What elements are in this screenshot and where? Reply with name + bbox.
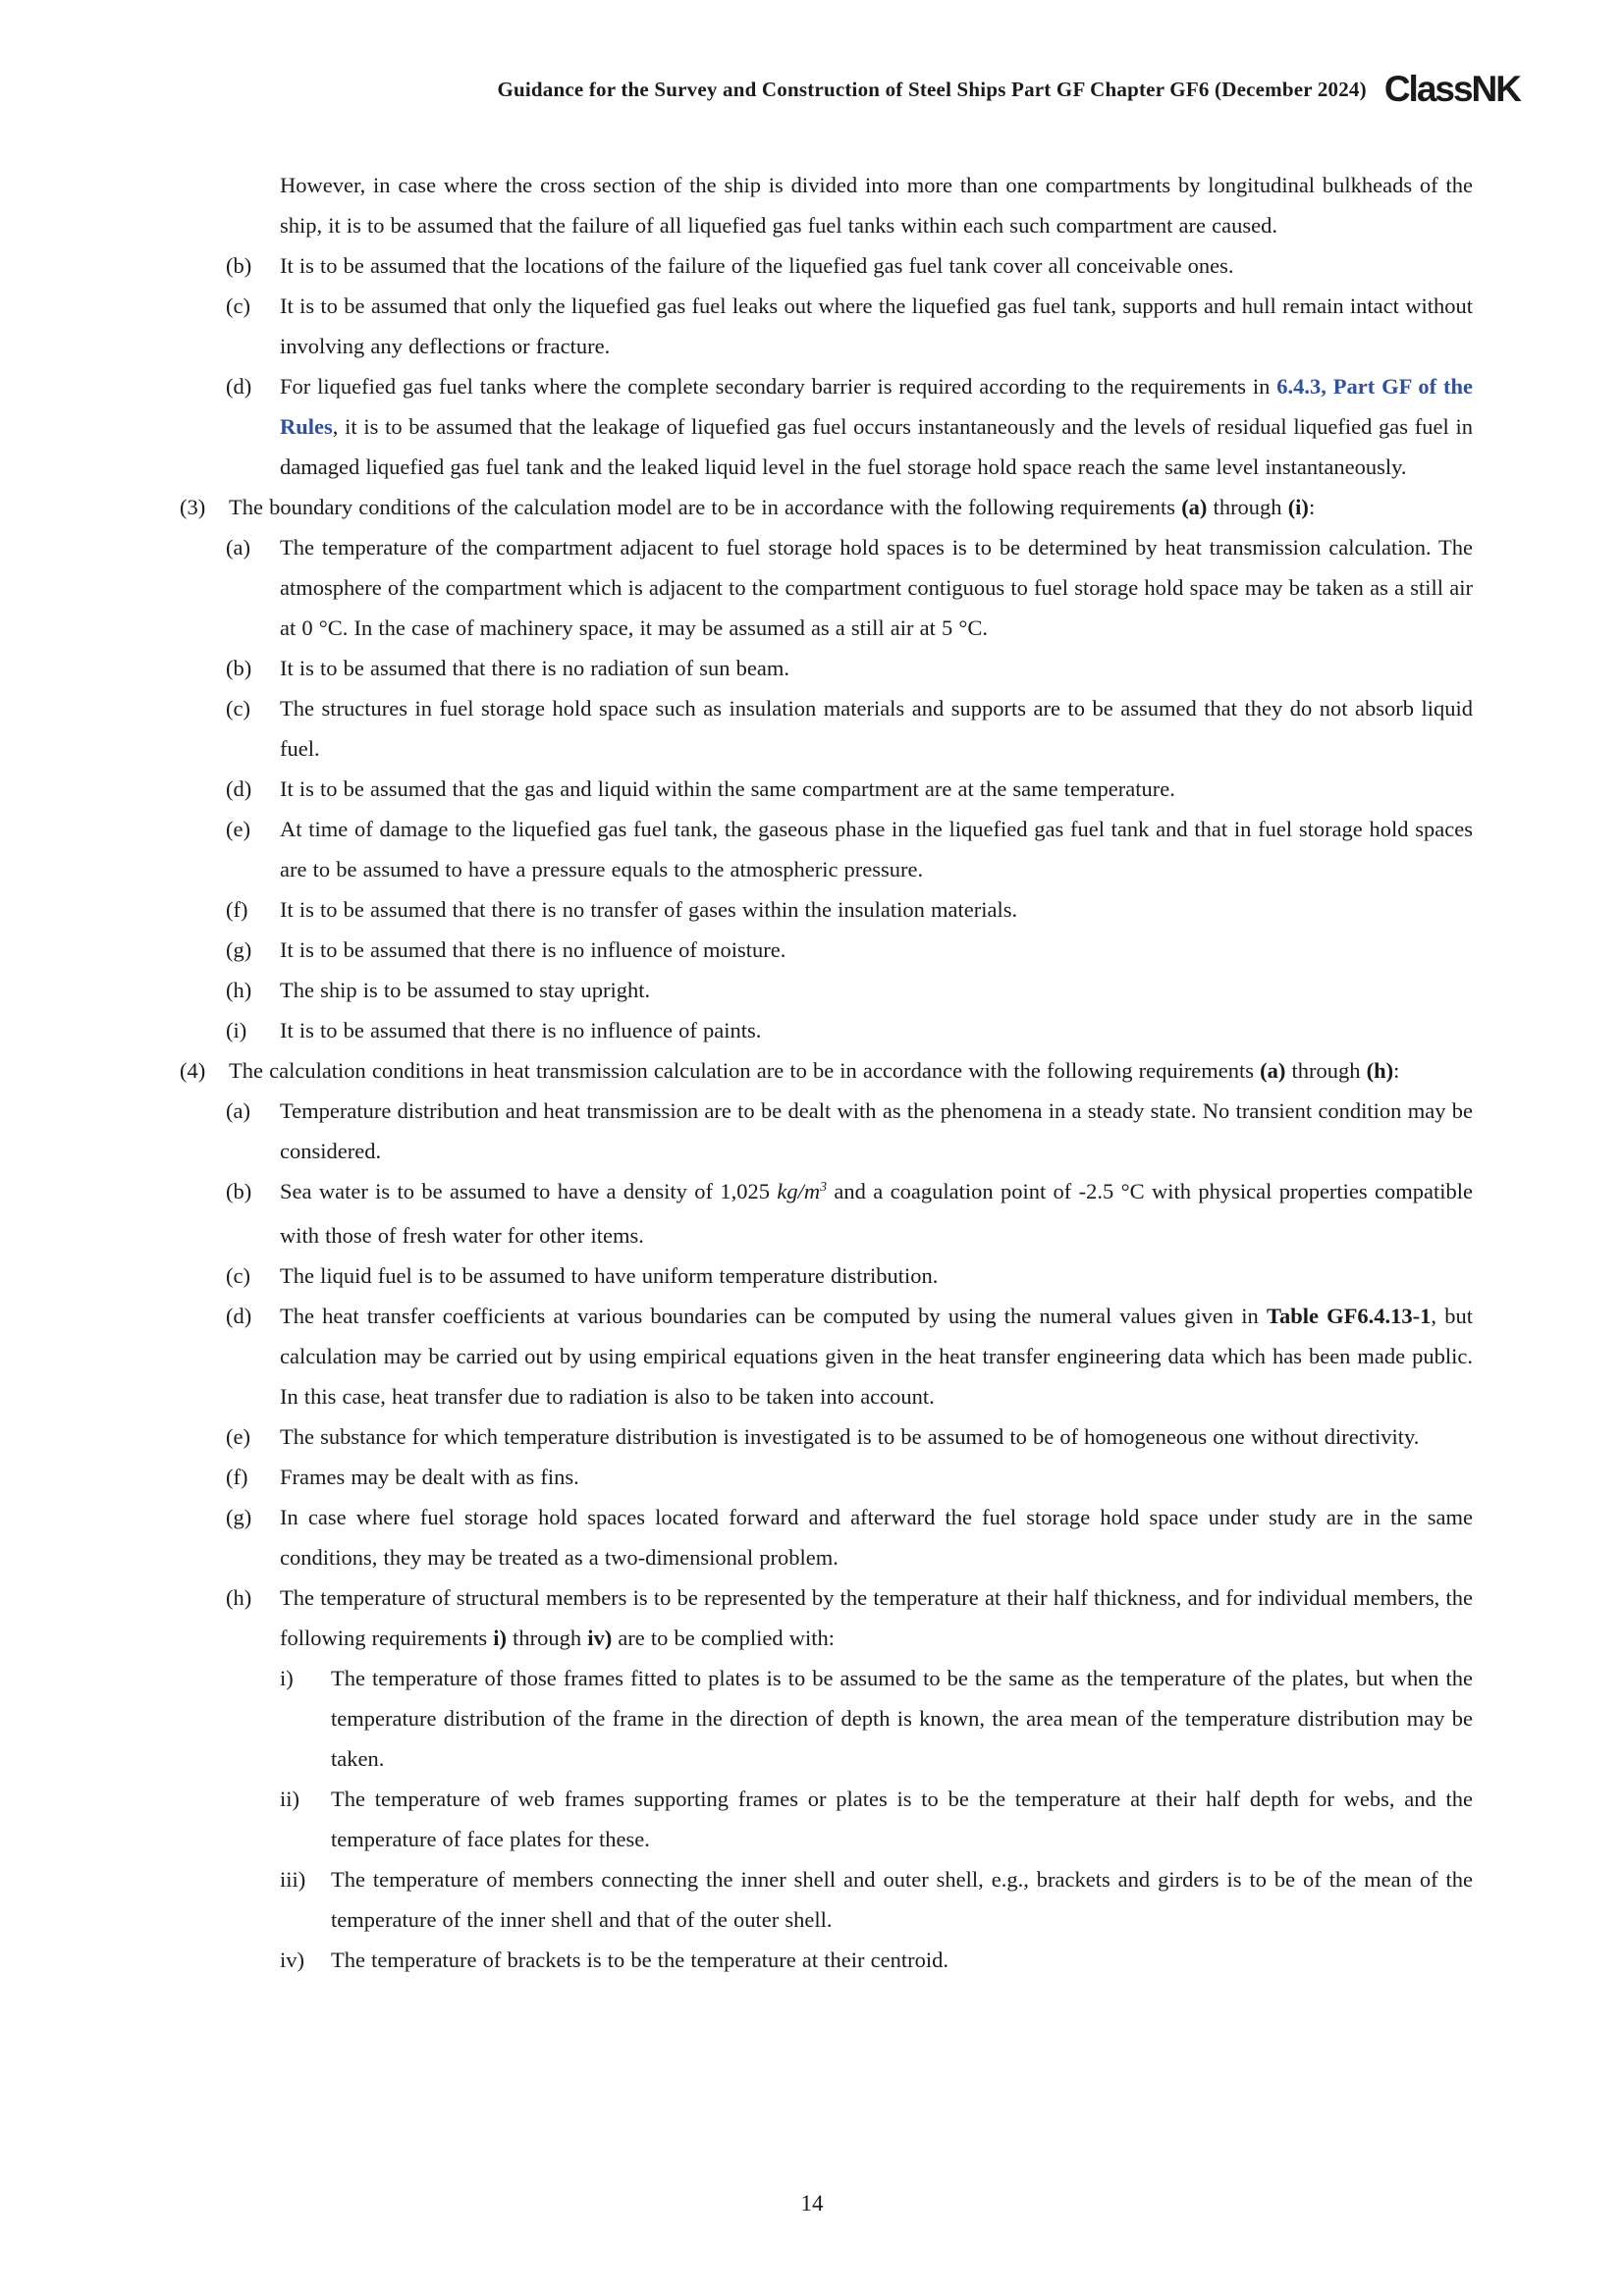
text-segment: The structures in fuel storage hold space such as insulation materials and supports are to be assumed that they do not absorb liquid fuel. (280, 696, 1473, 761)
text-segment: The substance for which temperature distribution is investigated is to be assumed to be of homogeneous one without directivity. (280, 1424, 1420, 1449)
list-item-marker: (c) (226, 294, 250, 318)
list-item-marker: (g) (226, 1505, 252, 1529)
list-item (280, 1859, 1473, 1940)
list-item-text (331, 1666, 1473, 1771)
list-item-text (280, 1585, 1473, 1650)
list-item-text (280, 1505, 1473, 1570)
list-item-marker: (b) (226, 253, 252, 278)
list-item (280, 1940, 1473, 1980)
page-header (497, 69, 1520, 110)
text-segment: The liquid fuel is to be assumed to have uniform temperature distribution. (280, 1263, 939, 1288)
text-segment: The heat transfer coefficients at various boundaries can be computed by using the numeral values given in (280, 1304, 1268, 1328)
list-item-marker: (f) (226, 897, 248, 922)
list-item (280, 165, 1473, 245)
text-segment: (a) (1181, 495, 1208, 519)
list-item-marker: (e) (226, 1424, 250, 1449)
text-segment: The temperature of structural members is to be represented by the temperature at their half thickness, and for individual members, the following requirements (280, 1585, 1473, 1650)
list-item-marker: (i) (226, 1018, 247, 1042)
list-item (226, 1296, 1473, 1416)
list-item-marker: (3) (180, 495, 206, 519)
list-item-text (331, 1867, 1473, 1932)
text-segment: The temperature of brackets is to be the temperature at their centroid. (331, 1948, 948, 1972)
document-body (0, 165, 1473, 1980)
list-item-marker: ii) (280, 1787, 299, 1811)
list-item (226, 286, 1473, 366)
page-number: 14 (800, 2191, 824, 2216)
list-item (226, 889, 1473, 930)
list-item-text (280, 1179, 1473, 1248)
list-item-marker: (b) (226, 1179, 252, 1203)
list-item-text (280, 776, 1175, 801)
list-item-text (280, 1465, 579, 1489)
text-segment: Temperature distribution and heat transmission are to be dealt with as the phenomena in a steady state. No transient condition may be considered. (280, 1098, 1473, 1163)
list-item (226, 688, 1473, 769)
list-item-text (280, 696, 1473, 761)
list-item-text (280, 1018, 761, 1042)
list-item (280, 1779, 1473, 1859)
list-item-marker: (e) (226, 817, 250, 841)
list-item-text (280, 937, 785, 962)
list-item-marker: (h) (226, 1585, 252, 1610)
list-item-marker: (c) (226, 696, 250, 721)
text-segment: Frames may be dealt with as fins. (280, 1465, 579, 1489)
text-segment: : (1308, 495, 1316, 519)
text-segment: At time of damage to the liquefied gas fuel tank, the gaseous phase in the liquefied gas fuel tank and that in fuel storage hold spaces are to be assumed to have a pressure equals to the atmospheric pressure. (280, 817, 1473, 881)
list-item-text (280, 1304, 1473, 1409)
list-item-text (280, 1263, 938, 1288)
text-segment: It is to be assumed that there is no influence of moisture. (280, 937, 786, 962)
text-segment: and a coagulation point of -2.5 °C with physical properties compatible with those of fresh water for other items. (280, 1179, 1473, 1248)
text-segment: , it is to be assumed that the leakage of liquefied gas fuel occurs instantaneously and the levels of residual liquefied gas fuel in damaged liquefied gas fuel tank and the leaked liquid level in the fuel storage hold space reach the same level instantaneously. (280, 414, 1473, 479)
list-item-marker: iii) (280, 1867, 306, 1892)
rules-cross-reference-link[interactable]: 6.4.3, Part GF of the Rules (280, 374, 1473, 439)
text-segment: are to be complied with: (612, 1626, 836, 1650)
list-item-text (280, 817, 1473, 881)
header-title: Guidance for the Survey and Construction of Steel Ships Part GF Chapter GF6 (December 2024) (497, 77, 1367, 101)
list-item (226, 1255, 1473, 1296)
text-segment: The boundary conditions of the calculation model are to be in accordance with the following requirements (229, 495, 1182, 519)
text-segment: It is to be assumed that the locations of the failure of the liquefied gas fuel tank cover all conceivable ones. (280, 253, 1234, 278)
list-item-marker: (d) (226, 1304, 252, 1328)
list-item (226, 1577, 1473, 1658)
text-segment: The temperature of members connecting the inner shell and outer shell, e.g., brackets and girders is to be of the mean of the temperature of the inner shell and that of the outer shell. (331, 1867, 1473, 1932)
list-item-marker: (a) (226, 1098, 250, 1123)
list-item-marker: (b) (226, 656, 252, 680)
text-segment: , but calculation may be carried out by using empirical equations given in the heat transfer engineering data which has been made public. In this case, heat transfer due to radiation is also to be taken into account. (280, 1304, 1473, 1409)
list-item (226, 527, 1473, 648)
list-item-marker: (h) (226, 978, 252, 1002)
list-item-marker: (g) (226, 937, 252, 962)
list-item (226, 1416, 1473, 1457)
list-item (226, 1171, 1473, 1255)
list-item (226, 930, 1473, 970)
list-item-marker: (c) (226, 1263, 250, 1288)
list-item (280, 1658, 1473, 1779)
list-item-marker: (d) (226, 776, 252, 801)
list-item (226, 366, 1473, 487)
list-item (226, 1457, 1473, 1497)
text-segment: (h) (1366, 1058, 1394, 1083)
list-item-text (280, 1098, 1473, 1163)
text-segment: It is to be assumed that there is no transfer of gases within the insulation materials. (280, 897, 1018, 922)
text-segment: through (1285, 1058, 1367, 1083)
list-item-text (280, 535, 1473, 640)
list-item (226, 1091, 1473, 1171)
text-segment: It is to be assumed that only the liquefied gas fuel leaks out where the liquefied gas fuel tank, supports and hull remain intact without involving any deflections or fracture. (280, 294, 1473, 358)
text-segment: However, in case where the cross section of the ship is divided into more than one compartments by longitudinal bulkheads of the ship, it is to be assumed that the failure of all liquefied gas fuel tanks within each such compartment are caused. (280, 173, 1473, 238)
text-segment: It is to be assumed that there is no radiation of sun beam. (280, 656, 790, 680)
text-segment: (i) (1287, 495, 1309, 519)
text-segment: kg/m (777, 1179, 821, 1203)
list-item-text (331, 1787, 1473, 1851)
text-segment: The calculation conditions in heat transmission calculation are to be in accordance with the following requirements (229, 1058, 1261, 1083)
text-segment: It is to be assumed that the gas and liquid within the same compartment are at the same temperature. (280, 776, 1175, 801)
text-segment: The temperature of the compartment adjacent to fuel storage hold spaces is to be determined by heat transmission calculation. The atmosphere of the compartment which is adjacent to the compartment contiguous to fuel storage hold space may be taken as a still air at 0 °C. In the case of machinery space, it may be assumed as a still air at 5 °C. (280, 535, 1473, 640)
list-item-text (229, 1058, 1399, 1083)
list-item-marker: (4) (180, 1058, 206, 1083)
classnk-logo: ClassNK (1383, 69, 1520, 109)
list-item-text (280, 294, 1473, 358)
text-segment: Table GF6.4.13-1 (1267, 1304, 1432, 1328)
text-segment: iv) (587, 1626, 613, 1650)
list-item (226, 245, 1473, 286)
text-segment: (a) (1260, 1058, 1286, 1083)
list-item (180, 1050, 1473, 1091)
text-segment: : (1393, 1058, 1400, 1083)
list-item-marker: i) (280, 1666, 294, 1690)
list-item-text (280, 897, 1017, 922)
text-segment: For liquefied gas fuel tanks where the complete secondary barrier is required according to the requirements in (280, 374, 1277, 399)
text-segment: Sea water is to be assumed to have a density of 1,025 (280, 1179, 778, 1203)
list-item-text (280, 253, 1234, 278)
text-segment: It is to be assumed that there is no influence of paints. (280, 1018, 762, 1042)
list-item (226, 648, 1473, 688)
text-segment: through (506, 1626, 588, 1650)
list-item-text (280, 1424, 1419, 1449)
text-segment: In case where fuel storage hold spaces located forward and afterward the fuel storage hold space under study are in the same conditions, they may be treated as a two-dimensional problem. (280, 1505, 1473, 1570)
text-segment: The temperature of web frames supporting frames or plates is to be the temperature at their half depth for webs, and the temperature of face plates for these. (331, 1787, 1473, 1851)
list-item-text (280, 374, 1473, 479)
list-item (226, 809, 1473, 889)
list-item-text (280, 173, 1473, 238)
text-segment: i) (493, 1626, 507, 1650)
text-segment: through (1207, 495, 1288, 519)
list-item (180, 487, 1473, 527)
list-item-text (229, 495, 1315, 519)
list-item-marker: (a) (226, 535, 250, 560)
list-item (226, 769, 1473, 809)
list-item-text (280, 656, 789, 680)
text-segment: The temperature of those frames fitted to plates is to be assumed to be the same as the temperature of the plates, but when the temperature distribution of the frame in the direction of depth is known, the area mean of the temperature distribution may be taken. (331, 1666, 1473, 1771)
list-item (226, 1010, 1473, 1050)
list-item-text (331, 1948, 948, 1972)
list-item-marker: (f) (226, 1465, 248, 1489)
list-item (226, 970, 1473, 1010)
list-item-marker: iv) (280, 1948, 304, 1972)
list-item-marker: (d) (226, 374, 252, 399)
text-segment: The ship is to be assumed to stay upright. (280, 978, 651, 1002)
text-segment: 3 (820, 1180, 828, 1196)
list-item-text (280, 978, 650, 1002)
list-item (226, 1497, 1473, 1577)
